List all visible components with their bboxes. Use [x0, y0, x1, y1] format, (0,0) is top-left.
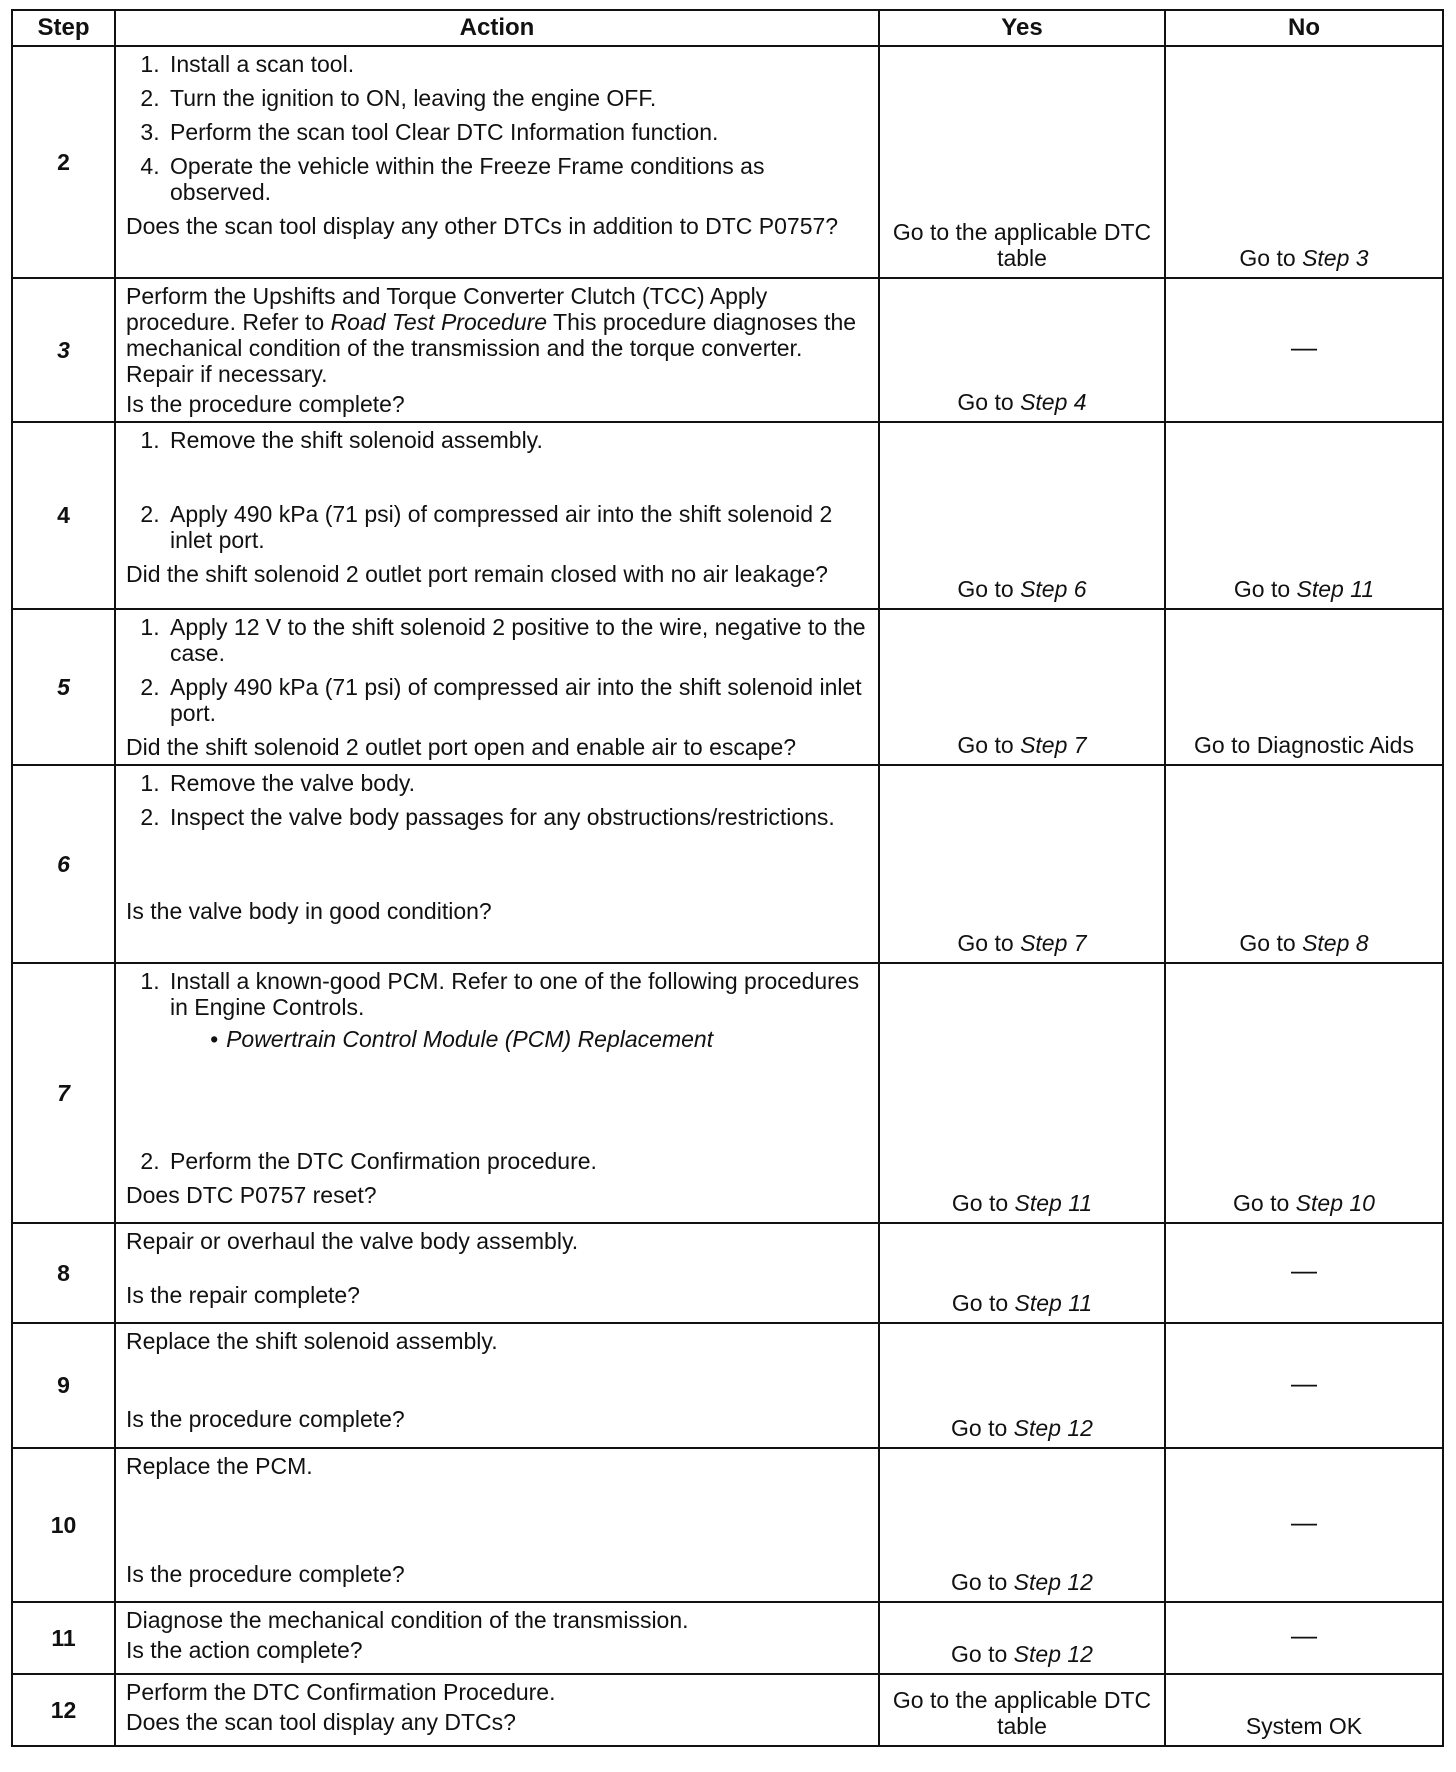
yes-prefix: Go to: [951, 1641, 1014, 1667]
yes-prefix: Go to: [951, 1415, 1014, 1441]
action-item: 1. Remove the valve body.: [166, 770, 870, 796]
reference-list: [170, 1026, 870, 1052]
step-number: 4: [12, 422, 115, 609]
step-link[interactable]: Step 10: [1295, 1190, 1375, 1216]
action-text-part: This procedure diagnoses the mechanical condition of the transmission and the torque converter. Repair if necessary.: [126, 309, 857, 387]
header-row: [12, 10, 1443, 46]
no-cell: —: [1165, 1323, 1443, 1448]
action-text: Diagnose the mechanical condition of the transmission.: [126, 1607, 689, 1633]
no-prefix: Go to: [1239, 245, 1303, 271]
step-link[interactable]: Step 7: [1020, 930, 1087, 956]
no-cell: [1165, 422, 1443, 609]
no-cell: —: [1165, 278, 1443, 422]
action-question: Is the repair complete?: [126, 1282, 360, 1308]
action-cell: [115, 963, 879, 1223]
action-item: 2. Turn the ignition to ON, leaving the engine OFF.: [166, 85, 870, 111]
yes-cell: [879, 1223, 1165, 1323]
step-number: 3: [12, 278, 115, 422]
yes-cell: [879, 1602, 1165, 1674]
yes-prefix: Go to: [957, 576, 1021, 602]
table-row-step-4: [12, 422, 1443, 609]
action-list: [126, 770, 870, 830]
action-cell: [115, 422, 879, 609]
no-cell: —: [1165, 1602, 1443, 1674]
diagnostic-table: [11, 9, 1444, 1747]
yes-cell: [879, 963, 1165, 1223]
pcm-replacement-link[interactable]: • Powertrain Control Module (PCM) Replacement: [206, 1026, 870, 1052]
action-question: Does the scan tool display any DTCs?: [126, 1709, 516, 1735]
action-item: 1. Install a scan tool.: [166, 51, 870, 77]
action-list: [126, 427, 870, 553]
yes-cell: [879, 1448, 1165, 1602]
step-link[interactable]: Step 11: [1014, 1190, 1093, 1216]
yes-text: Go to the applicable DTC table: [892, 1687, 1152, 1739]
action-cell: [115, 278, 879, 422]
action-question: Is the procedure complete?: [126, 1561, 405, 1587]
action-question: Is the valve body in good condition?: [126, 898, 492, 924]
yes-prefix: Go to: [951, 1290, 1015, 1316]
action-question: Is the procedure complete?: [126, 1406, 405, 1432]
action-list: [126, 614, 870, 726]
step-link[interactable]: Step 7: [1020, 732, 1087, 758]
action-text: Perform the DTC Confirmation Procedure.: [126, 1679, 556, 1705]
action-question: Did the shift solenoid 2 outlet port remain closed with no air leakage?: [126, 561, 828, 587]
table-row-step-5: [12, 609, 1443, 765]
step-link[interactable]: Step 12: [1013, 1569, 1093, 1595]
action-cell: [115, 1602, 879, 1674]
action-item: [166, 968, 870, 1052]
no-prefix: Go to: [1233, 576, 1297, 602]
action-cell: [115, 1323, 879, 1448]
yes-prefix: Go to: [957, 732, 1021, 758]
action-text: Replace the PCM.: [126, 1453, 313, 1479]
yes-cell: [879, 422, 1165, 609]
no-cell: [1165, 609, 1443, 765]
no-text: System OK: [1245, 1713, 1363, 1739]
action-list: [126, 968, 870, 1174]
road-test-link[interactable]: Road Test Procedure: [330, 309, 548, 335]
step-number: 6: [12, 765, 115, 963]
table-row-step-2: [12, 46, 1443, 278]
step-number: 12: [12, 1674, 115, 1746]
table-row-step-7: [12, 963, 1443, 1223]
yes-prefix: Go to: [957, 930, 1021, 956]
action-item: 2. Perform the DTC Confirmation procedure.: [166, 1148, 870, 1174]
step-number: 8: [12, 1223, 115, 1323]
action-question: Is the action complete?: [126, 1637, 363, 1663]
step-link[interactable]: Step 6: [1020, 576, 1087, 602]
step-link[interactable]: Step 3: [1302, 245, 1369, 271]
action-item: 4. Operate the vehicle within the Freeze Frame conditions as observed.: [166, 153, 870, 205]
action-cell: [115, 1448, 879, 1602]
action-item: 2. Inspect the valve body passages for any obstructions/restrictions.: [166, 804, 870, 830]
action-item: 1. Remove the shift solenoid assembly.: [166, 427, 870, 453]
header-action: Action: [115, 10, 879, 46]
step-number: 9: [12, 1323, 115, 1448]
step-number: 2: [12, 46, 115, 278]
table-row-step-11: [12, 1602, 1443, 1674]
table-row-step-8: [12, 1223, 1443, 1323]
yes-prefix: Go to: [951, 1569, 1014, 1595]
step-link[interactable]: Step 11: [1014, 1290, 1093, 1316]
table-row-step-6: [12, 765, 1443, 963]
action-cell: [115, 46, 879, 278]
diagnostic-aids-link[interactable]: Go to Diagnostic Aids: [1194, 732, 1414, 758]
yes-cell: [879, 46, 1165, 278]
step-number: 10: [12, 1448, 115, 1602]
step-number: 11: [12, 1602, 115, 1674]
no-cell: [1165, 765, 1443, 963]
yes-prefix: Go to: [951, 1190, 1015, 1216]
action-cell: [115, 609, 879, 765]
action-item: 2. Apply 490 kPa (71 psi) of compressed air into the shift solenoid inlet port.: [166, 674, 870, 726]
no-cell: —: [1165, 1448, 1443, 1602]
no-cell: [1165, 1674, 1443, 1746]
step-link[interactable]: Step 12: [1013, 1641, 1093, 1667]
no-cell: [1165, 46, 1443, 278]
yes-cell: [879, 1674, 1165, 1746]
action-question: Is the procedure complete?: [126, 391, 405, 417]
action-text: Replace the shift solenoid assembly.: [126, 1328, 498, 1354]
table-row-step-3: [12, 278, 1443, 422]
step-link[interactable]: Step 11: [1296, 576, 1375, 602]
action-item: 1. Apply 12 V to the shift solenoid 2 positive to the wire, negative to the case.: [166, 614, 870, 666]
yes-cell: [879, 1323, 1165, 1448]
header-no: No: [1165, 10, 1443, 46]
table-row-step-9: [12, 1323, 1443, 1448]
table-row-step-12: [12, 1674, 1443, 1746]
no-prefix: Go to: [1239, 930, 1303, 956]
yes-cell: [879, 278, 1165, 422]
step-number: 5: [12, 609, 115, 765]
action-list: [126, 51, 870, 205]
header-step: Step: [12, 10, 115, 46]
action-item: 2. Apply 490 kPa (71 psi) of compressed air into the shift solenoid 2 inlet port.: [166, 501, 870, 553]
step-link[interactable]: Step 12: [1013, 1415, 1093, 1441]
action-item-text: Install a known-good PCM. Refer to one of the following procedures in Engine Controls.: [170, 968, 860, 1020]
action-text: Repair or overhaul the valve body assembly.: [126, 1228, 579, 1254]
no-cell: [1165, 963, 1443, 1223]
action-item: 3. Perform the scan tool Clear DTC Information function.: [166, 119, 870, 145]
action-question: Did the shift solenoid 2 outlet port open and enable air to escape?: [126, 734, 797, 760]
yes-cell: [879, 765, 1165, 963]
yes-text: Go to the applicable DTC table: [892, 219, 1152, 271]
action-cell: [115, 1674, 879, 1746]
header-yes: Yes: [879, 10, 1165, 46]
action-cell: [115, 765, 879, 963]
step-link[interactable]: Step 8: [1302, 930, 1369, 956]
no-prefix: Go to: [1233, 1190, 1296, 1216]
action-question: Does the scan tool display any other DTCs in addition to DTC P0757?: [126, 213, 839, 239]
step-link[interactable]: Step 4: [1020, 389, 1087, 415]
yes-cell: [879, 609, 1165, 765]
no-cell: —: [1165, 1223, 1443, 1323]
action-question: Does DTC P0757 reset?: [126, 1182, 377, 1208]
action-text-part: Perform the Upshifts and Torque Converter Clutch (TCC) Apply procedure. Refer to: [126, 283, 768, 335]
action-text: [126, 283, 870, 387]
action-cell: [115, 1223, 879, 1323]
yes-prefix: Go to: [957, 389, 1021, 415]
step-number: 7: [12, 963, 115, 1223]
table-row-step-10: [12, 1448, 1443, 1602]
